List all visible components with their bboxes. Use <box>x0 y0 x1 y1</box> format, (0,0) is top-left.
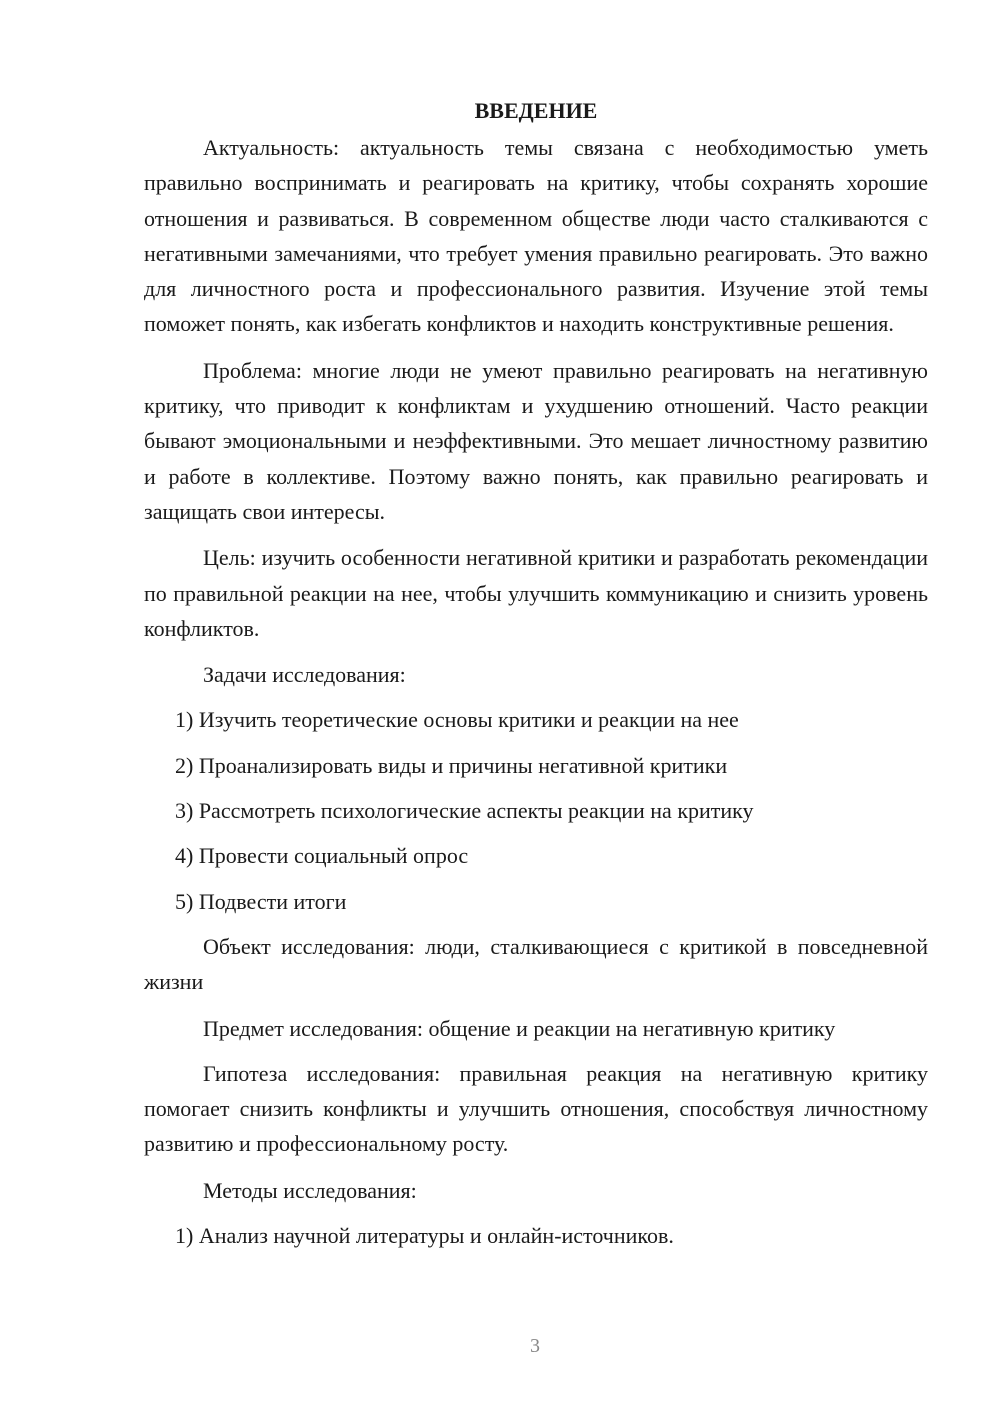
list-item: 1) Изучить теоретические основы критики и реакции на нее <box>175 707 739 733</box>
relevance-paragraph: Актуальность: актуальность темы связана с необходимостью уметь правильно воспринимать и реагировать на критику, чтобы сохранять хорошие отношения и развиваться. В современном обществе люди часто сталкиваются с негативными замечаниями, что требует умения правильно реагировать. Это важно для личностного роста и профессионального развития. Изучение этой темы поможет понять, как избегать конфликтов и находить конструктивные решения. <box>144 135 928 337</box>
goal-paragraph: Цель: изучить особенности негативной критики и разработать рекомендации по правильной реакции на нее, чтобы улучшить коммуникацию и снизить уровень конфликтов. <box>144 545 928 641</box>
page-title: ВВЕДЕНИЕ <box>474 98 598 123</box>
list-item: 4) Провести социальный опрос <box>175 843 469 869</box>
object-paragraph: Объект исследования: люди, сталкивающиеся с критикой в повседневной жизни <box>144 933 928 995</box>
list-item: 5) Подвести итоги <box>175 888 347 914</box>
page-number: 3 <box>530 1335 540 1357</box>
list-item: 2) Проанализировать виды и причины негативной критики <box>175 752 728 778</box>
list-item: 3) Рассмотреть психологические аспекты реакции на критику <box>175 798 754 824</box>
document-page <box>144 92 928 1263</box>
hypothesis-paragraph: Гипотеза исследования: правильная реакция на негативную критику помогает снизить конфликты и улучшить отношения, способствуя личностному развитию и профессиональному росту. <box>144 1060 928 1157</box>
list-item: 1) Анализ научной литературы и онлайн-источников. <box>175 1223 674 1249</box>
problem-paragraph: Проблема: многие люди не умеют правильно реагировать на негативную критику, что приводит к конфликтам и ухудшению отношений. Часто реакции бывают эмоциональными и неэффективными. Это мешает личностному развитию и работе в коллективе. Поэтому важно понять, как правильно реагировать и защищать свои интересы. <box>144 357 928 524</box>
methods-heading: Методы исследования: <box>203 1177 417 1203</box>
tasks-heading: Задачи исследования: <box>203 662 406 688</box>
subject-paragraph: Предмет исследования: общение и реакции на негативную критику <box>203 1015 836 1041</box>
